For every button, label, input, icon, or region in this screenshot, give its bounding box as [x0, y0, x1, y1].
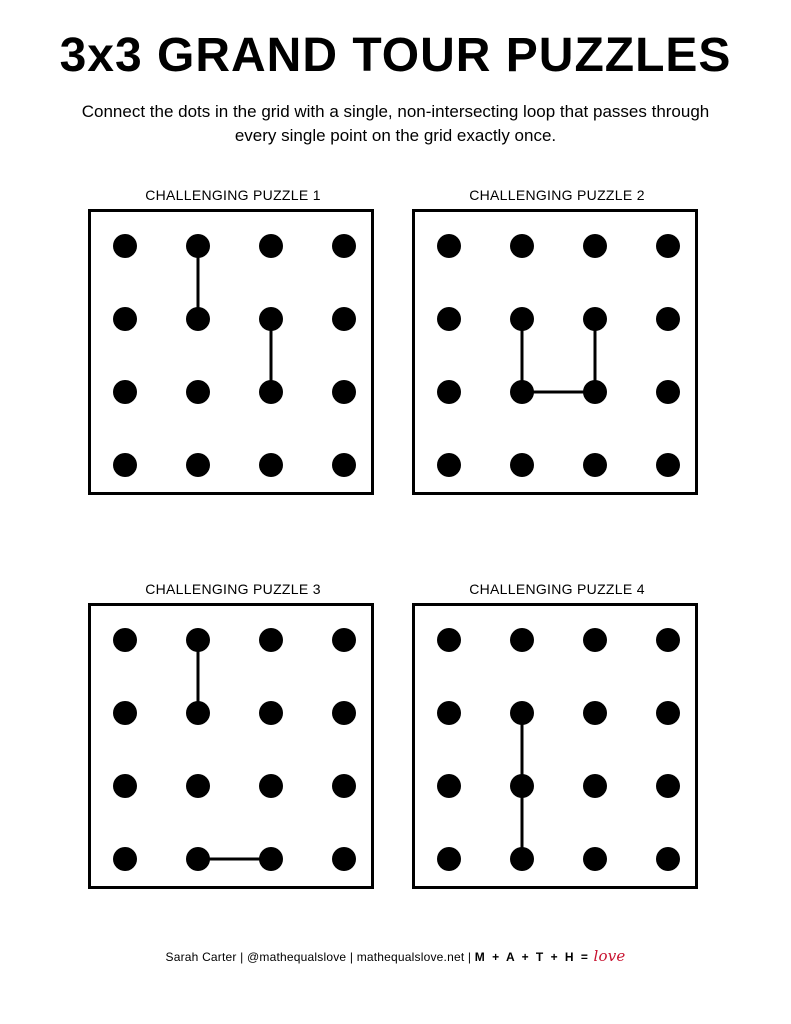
grid-dot[interactable]	[510, 628, 534, 652]
grid-dot[interactable]	[259, 234, 283, 258]
grid-dot[interactable]	[583, 307, 607, 331]
page-title: 3x3 GRAND TOUR PUZZLES	[59, 29, 732, 82]
grid-dot[interactable]	[583, 701, 607, 725]
grid-dot[interactable]	[437, 307, 461, 331]
footer	[0, 947, 791, 965]
grid-dot[interactable]	[113, 234, 137, 258]
grid-dot[interactable]	[437, 234, 461, 258]
grid-dot[interactable]	[510, 701, 534, 725]
puzzle-label-2: CHALLENGING PUZZLE 2	[469, 187, 645, 203]
grid-dot[interactable]	[656, 847, 680, 871]
grid-dot[interactable]	[583, 234, 607, 258]
grid-dot[interactable]	[113, 701, 137, 725]
puzzle-grid-1[interactable]	[88, 209, 374, 495]
grid-dot[interactable]	[656, 628, 680, 652]
grid-dot[interactable]	[259, 628, 283, 652]
grid-dot[interactable]	[113, 307, 137, 331]
puzzle-label-4: CHALLENGING PUZZLE 4	[469, 581, 645, 597]
grid-dot[interactable]	[510, 380, 534, 404]
grid-dot[interactable]	[656, 234, 680, 258]
grid-dot[interactable]	[656, 701, 680, 725]
instructions: Connect the dots in the grid with a single, non-intersecting loop that passes through every single point on the grid exactly once.	[81, 102, 710, 145]
puzzle-label-3: CHALLENGING PUZZLE 3	[145, 581, 321, 597]
grid-dot[interactable]	[583, 774, 607, 798]
footer-separator: |	[349, 950, 354, 964]
grid-dot[interactable]	[186, 628, 210, 652]
puzzle-grid-2[interactable]	[412, 209, 698, 495]
grid-dot[interactable]	[437, 380, 461, 404]
grid-dot[interactable]	[259, 307, 283, 331]
grid-dot[interactable]	[113, 380, 137, 404]
grid-dot[interactable]	[656, 774, 680, 798]
grid-dot[interactable]	[259, 701, 283, 725]
grid-dot[interactable]	[656, 307, 680, 331]
footer-handle: @mathequalslove	[247, 950, 347, 964]
grid-dot[interactable]	[437, 774, 461, 798]
grid-dot[interactable]	[583, 453, 607, 477]
grid-dot[interactable]	[186, 701, 210, 725]
brand-logo: M + A + T + H =	[474, 950, 590, 964]
dot-grid	[415, 606, 695, 886]
grid-dot[interactable]	[186, 453, 210, 477]
grid-dot[interactable]	[332, 628, 356, 652]
grid-dot[interactable]	[510, 307, 534, 331]
grid-dot[interactable]	[656, 453, 680, 477]
grid-dot[interactable]	[186, 774, 210, 798]
grid-dot[interactable]	[437, 453, 461, 477]
footer-separator: |	[240, 950, 244, 964]
grid-dot[interactable]	[510, 847, 534, 871]
brand-love: love	[593, 947, 626, 965]
grid-dot[interactable]	[332, 453, 356, 477]
footer-website: mathequalslove.net	[356, 950, 465, 964]
grid-dot[interactable]	[437, 847, 461, 871]
grid-dot[interactable]	[437, 628, 461, 652]
grid-dot[interactable]	[332, 307, 356, 331]
grid-dot[interactable]	[332, 701, 356, 725]
grid-dot[interactable]	[510, 774, 534, 798]
grid-dot[interactable]	[332, 774, 356, 798]
grid-dot[interactable]	[583, 847, 607, 871]
grid-dot[interactable]	[259, 380, 283, 404]
footer-author: Sarah Carter	[165, 950, 237, 964]
grid-dot[interactable]	[186, 847, 210, 871]
grid-dot[interactable]	[186, 307, 210, 331]
puzzle-grid-4[interactable]	[412, 603, 698, 889]
grid-dot[interactable]	[259, 453, 283, 477]
grid-dot[interactable]	[510, 453, 534, 477]
grid-dot[interactable]	[583, 628, 607, 652]
grid-dot[interactable]	[259, 774, 283, 798]
grid-dot[interactable]	[113, 847, 137, 871]
grid-dot[interactable]	[113, 628, 137, 652]
grid-dot[interactable]	[510, 234, 534, 258]
grid-dot[interactable]	[113, 774, 137, 798]
footer-separator: |	[467, 950, 472, 964]
grid-dot[interactable]	[113, 453, 137, 477]
grid-dot[interactable]	[583, 380, 607, 404]
grid-dot[interactable]	[186, 380, 210, 404]
puzzle-label-1: CHALLENGING PUZZLE 1	[145, 187, 321, 203]
dot-grid	[415, 212, 695, 492]
grid-dot[interactable]	[186, 234, 210, 258]
grid-dot[interactable]	[259, 847, 283, 871]
dot-grid	[91, 606, 371, 886]
dot-grid	[91, 212, 371, 492]
grid-dot[interactable]	[332, 380, 356, 404]
grid-dot[interactable]	[656, 380, 680, 404]
puzzle-grid-3[interactable]	[88, 603, 374, 889]
grid-dot[interactable]	[332, 234, 356, 258]
grid-dot[interactable]	[437, 701, 461, 725]
grid-dot[interactable]	[332, 847, 356, 871]
